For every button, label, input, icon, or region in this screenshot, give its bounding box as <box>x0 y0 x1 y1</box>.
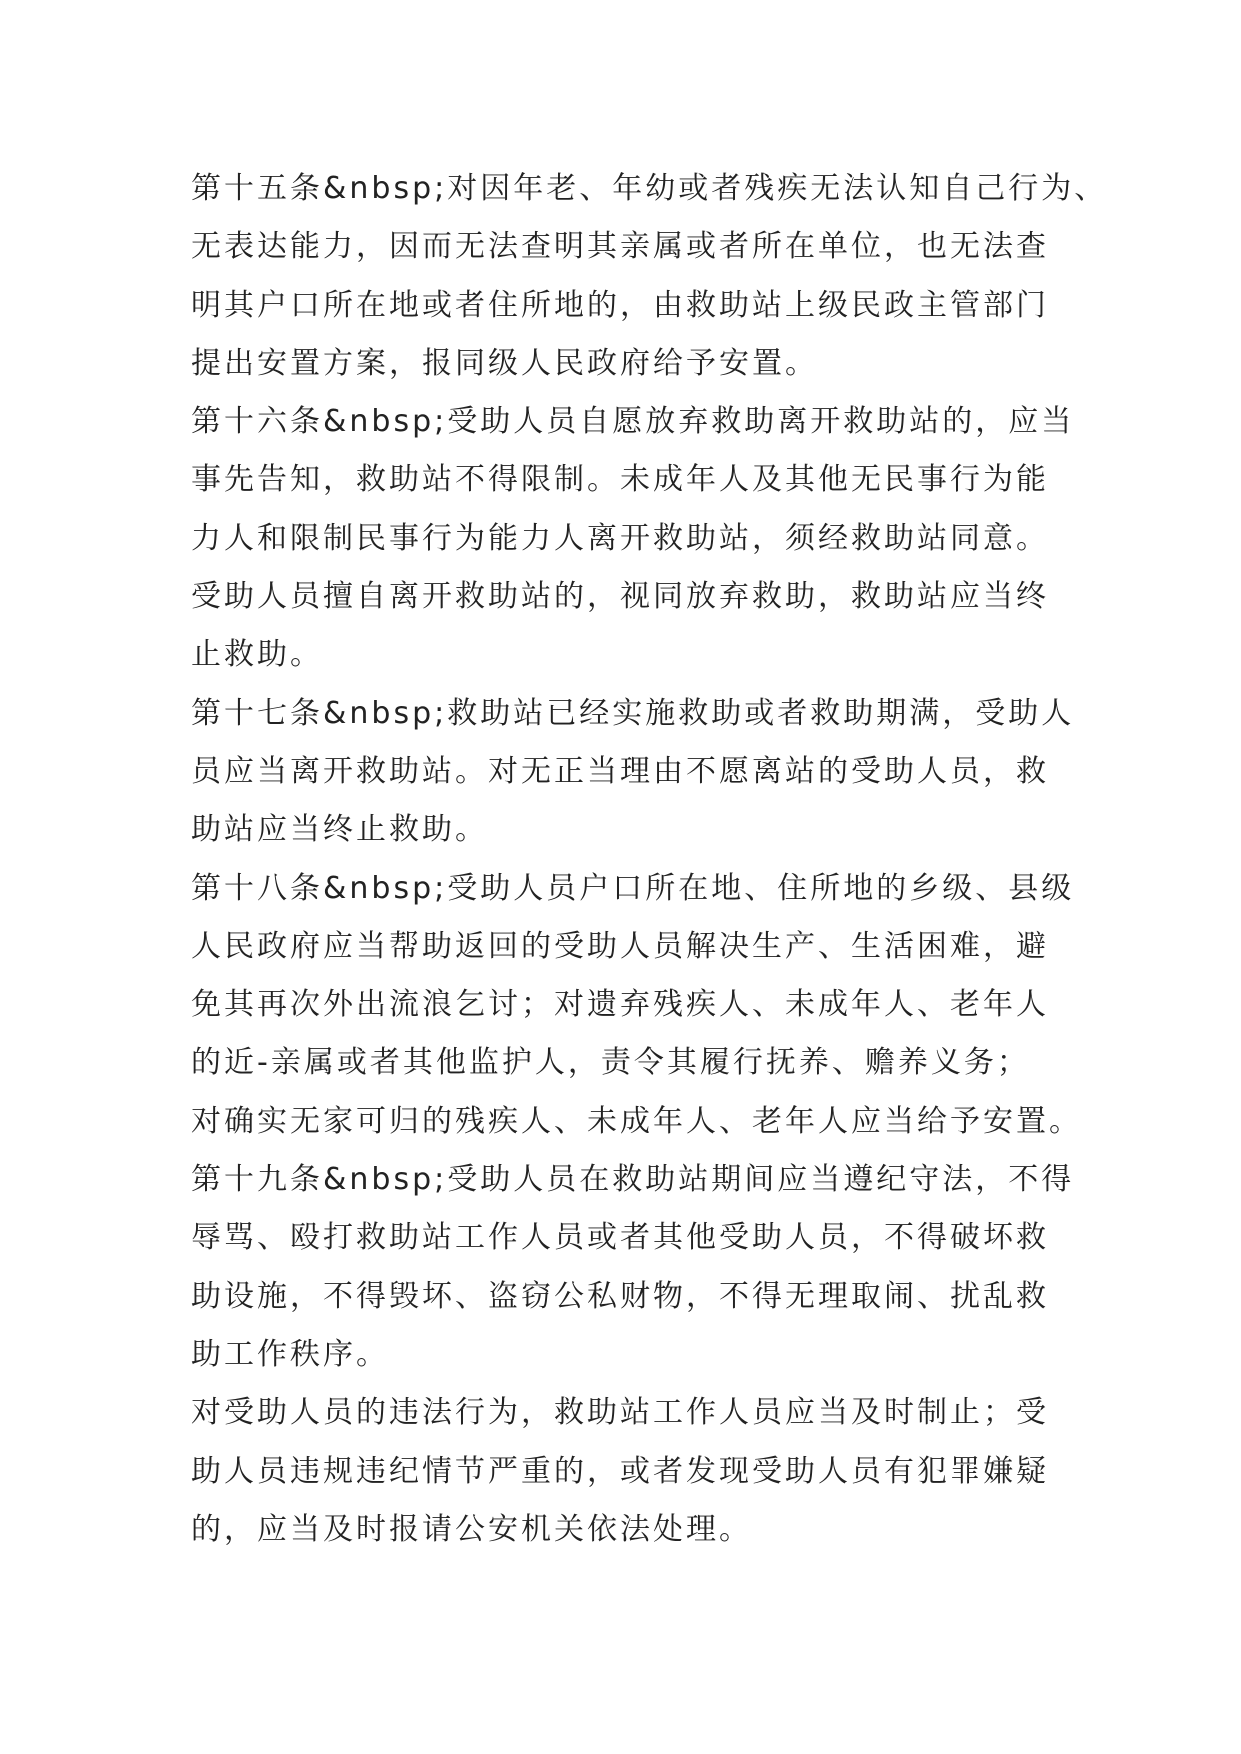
text-line: 无表达能力，因而无法查明其亲属或者所在单位，也无法查 <box>191 229 1049 265</box>
text-line: 助站应当终止救助。 <box>191 812 488 848</box>
text-line: 免其再次外出流浪乞讨；对遗弃残疾人、未成年人、老年人 <box>191 987 1049 1023</box>
text-line: 第十八条&nbsp;受助人员户口所在地、住所地的乡级、县级 <box>191 870 1075 906</box>
text-line: 止救助。 <box>191 637 323 673</box>
text-line: 明其户口所在地或者住所地的，由救助站上级民政主管部门 <box>191 287 1049 323</box>
text-line: 第十七条&nbsp;救助站已经实施救助或者救助期满，受助人 <box>191 695 1075 731</box>
text-line: 人民政府应当帮助返回的受助人员解决生产、生活困难，避 <box>191 928 1049 964</box>
document-body <box>191 160 1108 1559</box>
text-line: 的，应当及时报请公安机关依法处理。 <box>191 1511 752 1547</box>
text-line: 事先告知，救助站不得限制。未成年人及其他无民事行为能 <box>191 462 1049 498</box>
text-line: 助工作秩序。 <box>191 1336 389 1372</box>
text-line: 第十九条&nbsp;受助人员在救助站期间应当遵纪守法，不得 <box>191 1162 1075 1198</box>
text-line: 力人和限制民事行为能力人离开救助站，须经救助站同意。 <box>191 520 1049 556</box>
text-line: 辱骂、殴打救助站工作人员或者其他受助人员，不得破坏救 <box>191 1220 1049 1256</box>
text-line: 受助人员擅自离开救助站的，视同放弃救助，救助站应当终 <box>191 579 1049 615</box>
text-line: 对受助人员的违法行为，救助站工作人员应当及时制止；受 <box>191 1395 1049 1431</box>
text-line: 助设施，不得毁坏、盗窃公私财物，不得无理取闹、扰乱救 <box>191 1278 1049 1314</box>
text-line: 的近-亲属或者其他监护人，责令其履行抚养、赡养义务； <box>191 1045 1030 1081</box>
text-line: 助人员违规违纪情节严重的，或者发现受助人员有犯罪嫌疑 <box>191 1453 1049 1489</box>
text-line: 第十五条&nbsp;对因年老、年幼或者残疾无法认知自己行为、 <box>191 171 1108 206</box>
text-line: 对确实无家可归的残疾人、未成年人、老年人应当给予安置。 <box>191 1103 1082 1139</box>
text-line: 第十六条&nbsp;受助人员自愿放弃救助离开救助站的，应当 <box>191 404 1075 440</box>
text-line: 提出安置方案，报同级人民政府给予安置。 <box>191 345 818 381</box>
text-line: 员应当离开救助站。对无正当理由不愿离站的受助人员，救 <box>191 753 1049 789</box>
